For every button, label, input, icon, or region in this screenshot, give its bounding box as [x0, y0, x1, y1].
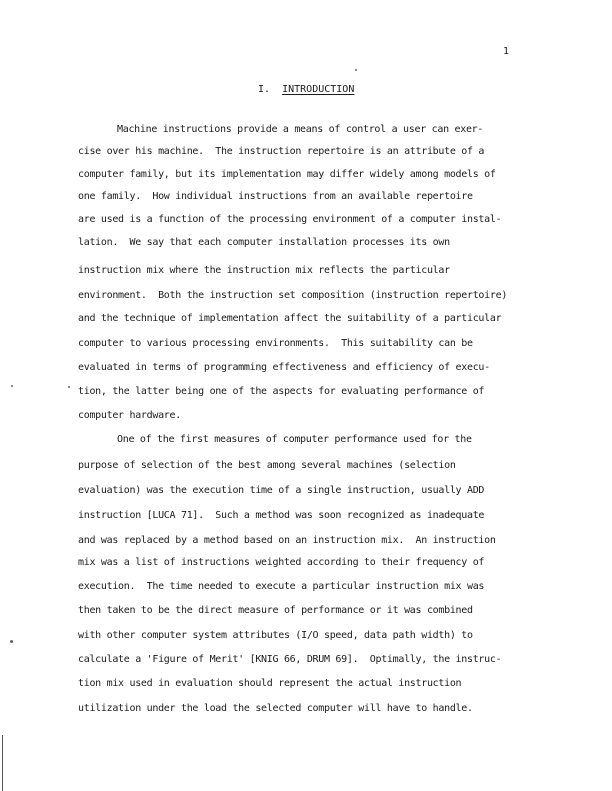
text-line: instruction [LUCA 71]. Such a method was soon recognized as inadequate [78, 510, 485, 521]
text-line: and was replaced by a method based on an instruction mix. An instruction [78, 535, 496, 546]
scan-speck [10, 640, 13, 643]
text-line: and the technique of implementation affect the suitability of a particular [78, 313, 502, 324]
section-number: I. [258, 84, 271, 95]
text-line: environment. Both the instruction set composition (instruction repertoire) [78, 290, 508, 301]
text-line: then taken to be the direct measure of performance or it was combined [78, 605, 473, 616]
scan-speck [355, 69, 357, 71]
section-title: INTRODUCTION [282, 84, 355, 95]
scan-speck [68, 386, 70, 388]
text-line: computer to various processing environments. This suitability can be [78, 338, 473, 349]
text-line: utilization under the load the selected computer will have to handle. [78, 703, 473, 714]
text-line: computer family, but its implementation may differ widely among models of [78, 169, 496, 180]
text-line: tion, the latter being one of the aspects for evaluating performance of [78, 386, 485, 397]
text-line: mix was a list of instructions weighted according to their frequency of [78, 557, 485, 568]
page-number: 1 [503, 46, 510, 57]
text-line: evaluated in terms of programming effectiveness and efficiency of execu- [78, 362, 490, 373]
text-line: with other computer system attributes (I/O speed, data path width) to [78, 630, 473, 641]
text-line: execution. The time needed to execute a particular instruction mix was [78, 581, 485, 592]
text-line: calculate a 'Figure of Merit' [KNIG 66, DRUM 69]. Optimally, the instruc- [78, 654, 502, 665]
text-line: Machine instructions provide a means of control a user can exer- [117, 124, 484, 135]
text-line: are used is a function of the processing environment of a computer instal- [78, 214, 502, 225]
text-line: instruction mix where the instruction mix reflects the particular [78, 265, 450, 276]
text-line: tion mix used in evaluation should represent the actual instruction [78, 678, 462, 689]
scan-speck [11, 385, 13, 387]
text-line: cise over his machine. The instruction repertoire is an attribute of a [78, 146, 485, 157]
text-line: lation. We say that each computer installation processes its own [78, 237, 450, 248]
text-line: computer hardware. [78, 410, 181, 421]
scan-margin-line [2, 735, 3, 791]
text-line: one family. How individual instructions from an available repertoire [78, 191, 473, 202]
text-line: purpose of selection of the best among several machines (selection [78, 460, 456, 471]
text-line: evaluation) was the execution time of a single instruction, usually ADD [78, 485, 485, 496]
section-heading [258, 84, 354, 95]
text-line: One of the first measures of computer performance used for the [117, 434, 472, 445]
